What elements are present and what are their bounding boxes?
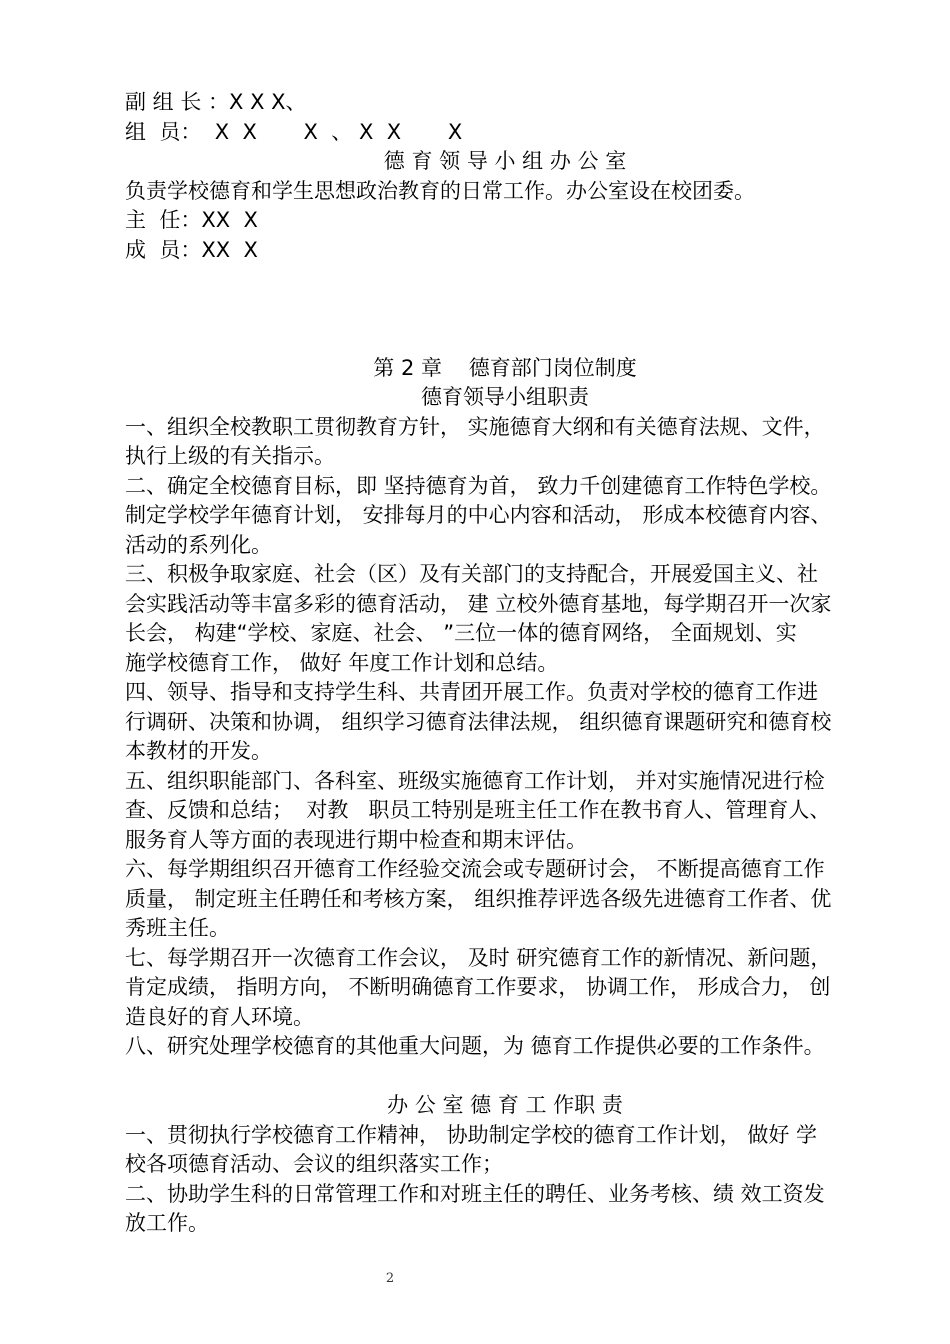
body-line: 四、领导、指导和支持学生科、共青团开展工作。负责对学校的德育工作进 (125, 680, 818, 704)
section-spacer (125, 324, 885, 354)
body-line: 三、积极争取家庭、社会（区）及有关部门的支持配合，开展爱国主义、社 (125, 562, 818, 586)
body-line: 服务育人等方面的表现进行期中检查和期末评估。 (125, 827, 587, 852)
body-line: 质量， 制定班主任聘任和考核方案， 组织推荐评选各级先进德育工作者、优 (125, 886, 832, 911)
members-line: 组 员： X X X 、 X X X (125, 119, 463, 144)
body-line: 秀班主任。 (125, 916, 230, 940)
body-line: 执行上级的有关指示。 (125, 444, 335, 468)
body-line: 八、研究处理学校德育的其他重大问题，为 德育工作提供必要的工作条件。 (125, 1034, 825, 1058)
body-line: 本教材的开发。 (125, 739, 272, 763)
chapter-subtitle: 德育领导小组职责 (421, 385, 589, 409)
page-number: 2 (385, 1271, 395, 1286)
body-line: 二、协助学生科的日常管理工作和对班主任的聘任、业务考核、绩 效工资发 (125, 1181, 825, 1206)
office-duties-body (125, 1121, 885, 1239)
body-line: 校各项德育活动、会议的组织落实工作； (125, 1152, 503, 1176)
office-description: 负责学校德育和学生思想政治教育的日常工作。办公室设在校团委。 (125, 178, 755, 203)
body-line: 施学校德育工作， 做好 年度工作计划和总结。 (125, 650, 559, 675)
body-line: 制定学校学年德育计划， 安排每月的中心内容和活动， 形成本校德育内容、 (125, 503, 832, 527)
body-line: 造良好的育人环境。 (125, 1004, 314, 1029)
office-heading: 德 育 领 导 小 组 办 公 室 (383, 149, 627, 173)
body-line: 长会， 构建“学校、家庭、社会、 ”三位一体的德育网络， 全面规划、实 (125, 621, 797, 645)
deputy-leader-line: 副 组 长 ：X X X、 (125, 90, 307, 114)
body-line: 一、组织全校教职工贯彻教育方针， 实施德育大纲和有关德育法规、文件， (125, 414, 825, 439)
body-line: 活动的系列化。 (125, 532, 272, 557)
chapter-title: 第 2 章 德育部门岗位制度 (373, 355, 637, 380)
body-line: 一、贯彻执行学校德育工作精神， 协助制定学校的德育工作计划， 做好 学 (125, 1122, 818, 1147)
director-line: 主 任：XX X (125, 208, 258, 232)
office-members-line: 成 员：XX X (125, 237, 258, 262)
chapter-body (125, 413, 885, 1062)
body-line: 肯定成绩， 指明方向， 不断明确德育工作要求， 协调工作， 形成合力， 创 (125, 975, 831, 999)
office-duties-title: 办 公 室 德 育 工 作职 责 (387, 1093, 623, 1117)
section-spacer (125, 265, 885, 324)
body-line: 五、组织职能部门、各科室、班级实施德育工作计划， 并对实施情况进行检 (125, 768, 825, 793)
body-line: 二、确定全校德育目标，即 坚持德育为首， 致力千创建德育工作特色学校。 (125, 473, 832, 498)
body-line: 查、反馈和总结； 对教 职员工特别是班主任工作在教书育人、管理育人、 (125, 798, 831, 822)
body-line: 会实践活动等丰富多彩的德育活动， 建 立校外德育基地，每学期召开一次家 (125, 591, 832, 616)
body-line: 放工作。 (125, 1211, 209, 1235)
body-line: 六、每学期组织召开德育工作经验交流会或专题研讨会， 不断提高德育工作 (125, 857, 825, 881)
body-line: 行调研、决策和协调， 组织学习德育法律法规， 组织德育课题研究和德育校 (125, 709, 832, 734)
document-page (125, 88, 885, 1239)
section-spacer (125, 1062, 885, 1092)
body-line: 七、每学期召开一次德育工作会议， 及时 研究德育工作的新情况、新问题， (125, 945, 832, 970)
